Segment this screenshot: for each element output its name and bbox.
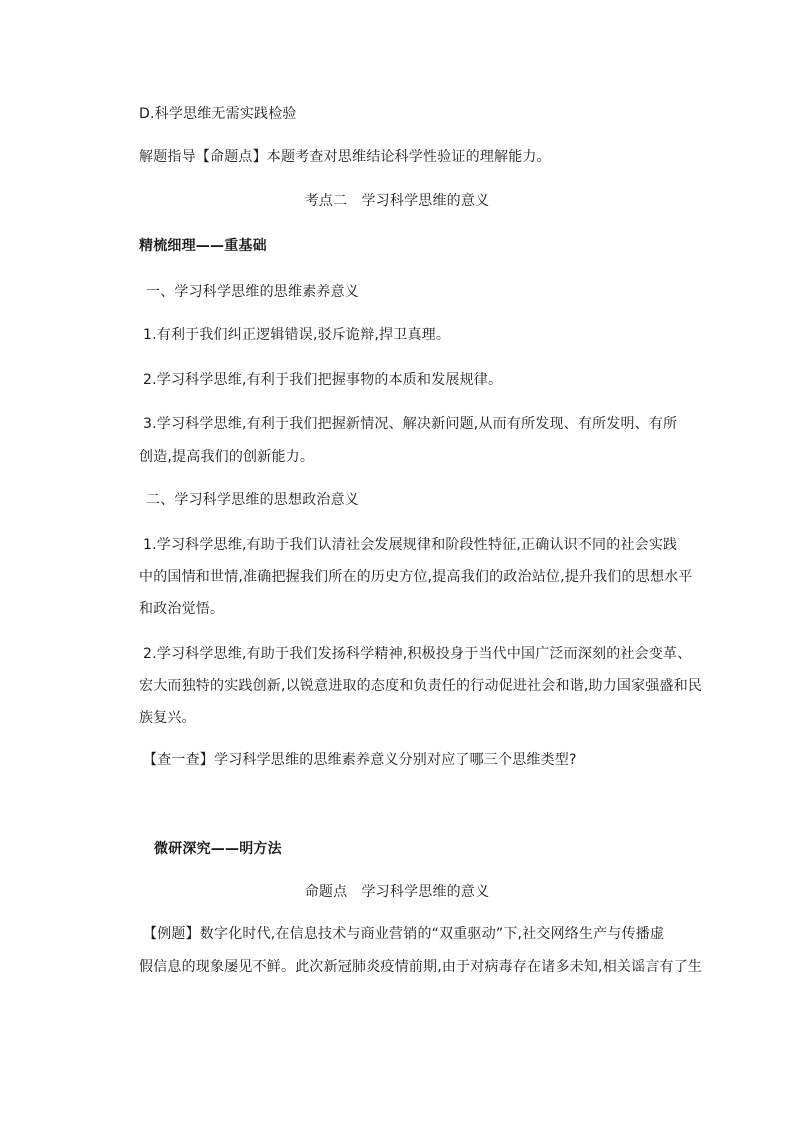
part1-item3-line1: 3.学习科学思维,有利于我们把握新情况、解决新问题,从而有所发现、有所发明、有所 bbox=[143, 416, 678, 432]
part2-item2-line1: 2.学习科学思维,有助于我们发扬科学精神,积极投身于当代中国广泛而深刻的社会变革、 bbox=[143, 646, 692, 662]
part1-item2: 2.学习科学思维,有利于我们把握事物的本质和发展规律。 bbox=[143, 372, 503, 388]
part2-item2-line2: 宏大而独特的实践创新,以锐意进取的态度和负责任的行动促进社会和谐,助力国家强盛和民 bbox=[139, 678, 703, 694]
part2-item1-line2: 中的国情和世情,准确把握我们所在的历史方位,提高我们的政治站位,提升我们的思想水平 bbox=[139, 569, 693, 585]
section-title: 考点二 学习科学思维的意义 bbox=[304, 193, 490, 209]
cha-yi-cha-prompt: 【查一查】学习科学思维的思维素养意义分别对应了哪三个思维类型? bbox=[143, 752, 577, 768]
part1-item1: 1.有利于我们纠正逻辑错误,驳斥诡辩,捍卫真理。 bbox=[143, 327, 451, 343]
subsection-heading-basics: 精梳细理——重基础 bbox=[139, 238, 267, 254]
solution-guide: 解题指导【命题点】本题考查对思维结论科学性验证的理解能力。 bbox=[139, 149, 551, 165]
example-line2: 假信息的现象屡见不鲜。此次新冠肺炎疫情前期,由于对病毒存在诸多未知,相关谣言有了生 bbox=[139, 959, 703, 975]
part2-item2-line3: 族复兴。 bbox=[139, 710, 196, 726]
part2-heading: 二、学习科学思维的思想政治意义 bbox=[146, 492, 359, 508]
example-line1: 【例题】数字化时代,在信息技术与商业营销的“双重驱动”下,社交网络生产与传播虚 bbox=[143, 926, 665, 942]
part1-item3-line2: 创造,提高我们的创新能力。 bbox=[139, 449, 315, 465]
subsection-heading-methods: 微研深究——明方法 bbox=[154, 841, 282, 857]
proposition-title: 命题点 学习科学思维的意义 bbox=[304, 884, 490, 900]
option-d: D.科学思维无需实践检验 bbox=[139, 106, 297, 122]
part1-heading: 一、学习科学思维的思维素养意义 bbox=[146, 284, 359, 300]
part2-item1-line3: 和政治觉悟。 bbox=[139, 601, 225, 617]
part2-item1-line1: 1.学习科学思维,有助于我们认清社会发展规律和阶段性特征,正确认识不同的社会实践 bbox=[143, 537, 678, 553]
